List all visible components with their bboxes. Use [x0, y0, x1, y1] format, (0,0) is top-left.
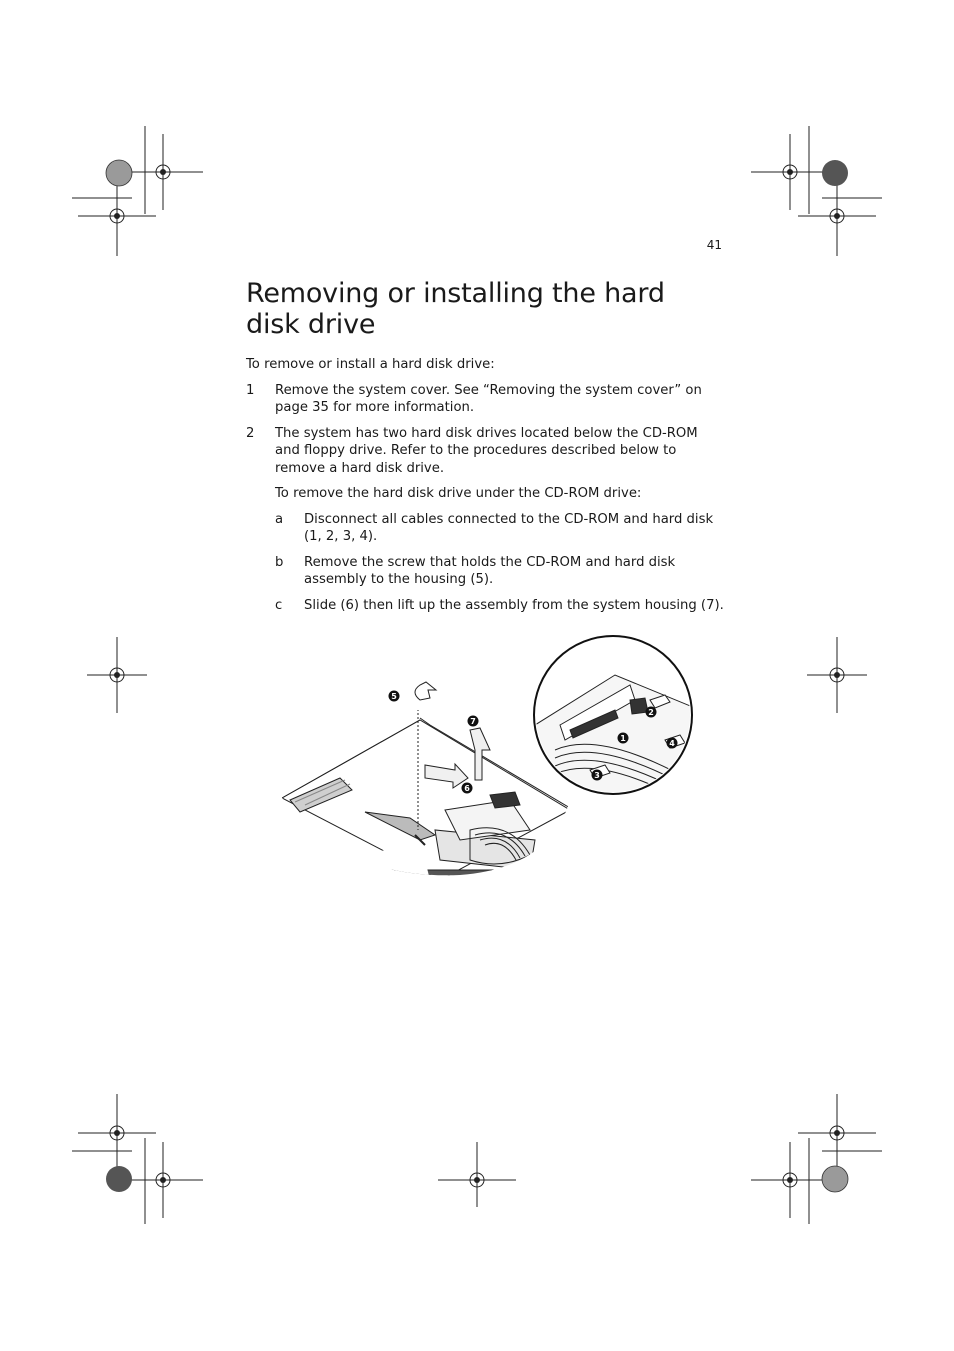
callout-4-label: 4	[669, 739, 675, 748]
substep-c	[246, 597, 726, 615]
step-1	[246, 382, 726, 417]
substep-letter: b	[275, 554, 284, 570]
callout-7	[468, 716, 479, 727]
chassis-view	[280, 685, 570, 880]
substep-b	[246, 554, 726, 589]
page-number: 41	[706, 238, 722, 252]
step-number: 1	[246, 382, 255, 398]
step-number: 2	[246, 425, 255, 441]
callout-5	[389, 691, 400, 702]
substep-letter: a	[275, 511, 284, 527]
substep-text: Disconnect all cables connected to the CD-ROM and hard disk (1, 2, 3, 4).	[304, 511, 714, 544]
zoom-inset	[534, 636, 700, 810]
callout-2-label: 2	[648, 708, 654, 717]
substep-text: Slide (6) then lift up the assembly from the system housing (7).	[304, 597, 724, 613]
callout-7-label: 7	[470, 717, 476, 726]
callout-5-label: 5	[391, 692, 397, 701]
step-text: The system has two hard disk drives located below the CD-ROM and floppy drive. Refer to the procedures described below to remove a hard disk drive.	[275, 425, 698, 476]
callout-3-label: 3	[594, 771, 600, 780]
step-2	[246, 425, 726, 478]
substep-a	[246, 511, 726, 546]
sub-intro-text: To remove the hard disk drive under the CD-ROM drive:	[275, 486, 642, 501]
page-title: Removing or installing the hard disk drive	[246, 278, 665, 340]
callout-4	[667, 738, 678, 749]
substep-letter: c	[275, 597, 283, 613]
callout-1	[618, 733, 629, 744]
substep-text: Remove the screw that holds the CD-ROM and hard disk assembly to the housing (5).	[304, 554, 676, 587]
step-text: Remove the system cover. See “Removing the system cover” on page 35 for more information.	[275, 382, 702, 415]
instructions	[246, 356, 726, 622]
callout-6-label: 6	[464, 784, 470, 793]
callout-2	[646, 707, 657, 718]
callout-6	[462, 783, 473, 794]
callout-3	[592, 770, 603, 781]
hard-disk-removal-illustration	[270, 630, 700, 880]
intro-text: To remove or install a hard disk drive:	[246, 357, 495, 372]
callout-1-label: 1	[620, 734, 626, 743]
